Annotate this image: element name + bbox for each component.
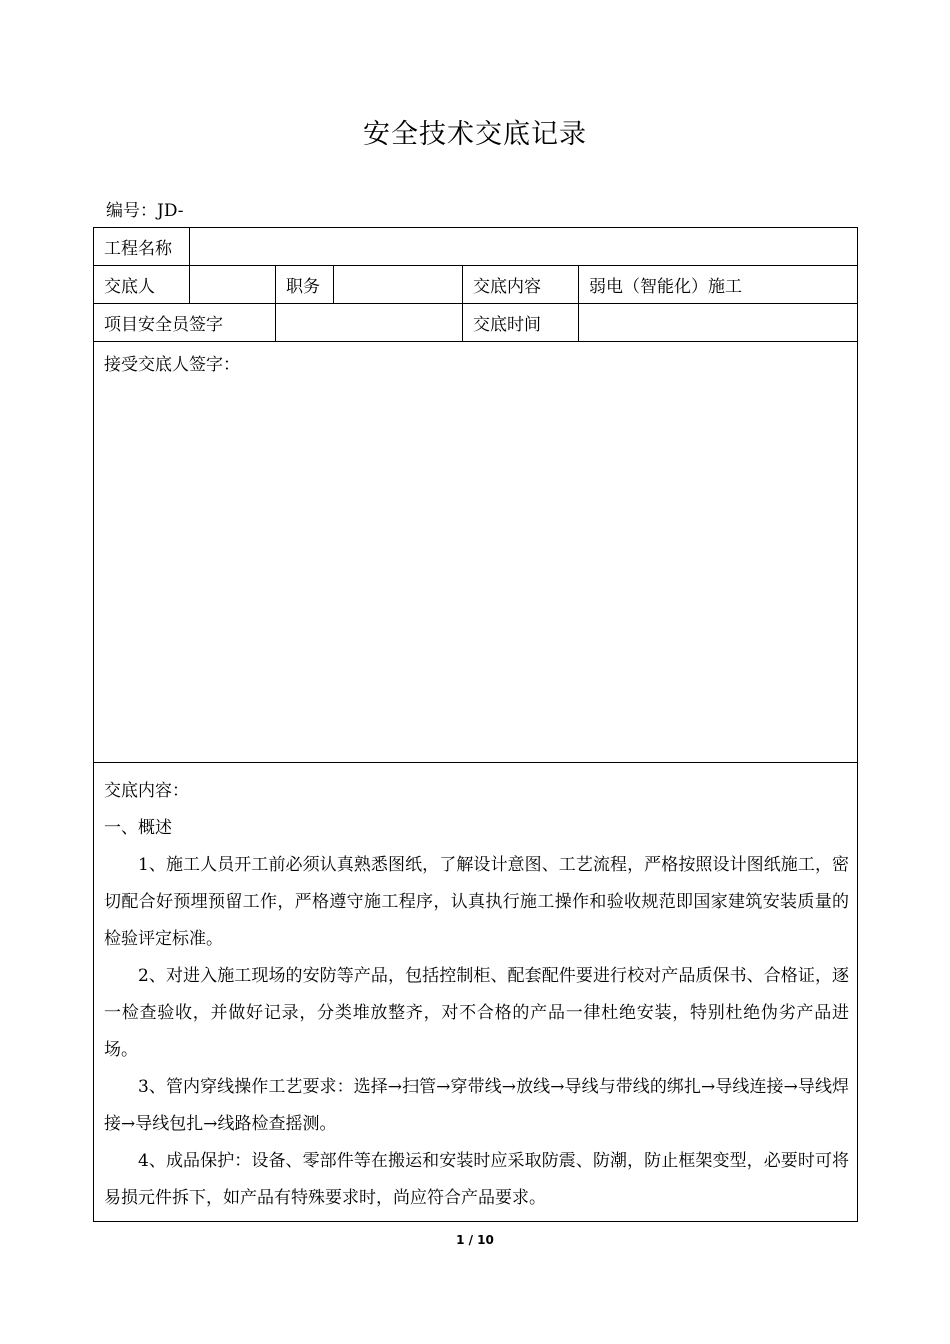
page-title: 安全技术交底记录 (363, 119, 587, 150)
content-item: 1、施工人员开工前必须认真熟悉图纸，了解设计意图、工艺流程，严格按照设计图纸施工，密切配合好预埋预留工作，严格遵守施工程序，认真执行施工操作和验收规范即国家建筑安装质量的检验评定标准。 (104, 855, 850, 949)
time-label: 交底时间 (463, 304, 579, 342)
content-heading: 交底内容： (104, 781, 189, 801)
section-heading: 一、概述 (104, 818, 172, 838)
project-name-label: 工程名称 (94, 228, 190, 266)
row-receiver-signature (94, 342, 858, 763)
row-project-name (94, 228, 858, 266)
content-value: 弱电（智能化）施工 (579, 266, 858, 304)
discloser-label: 交底人 (94, 266, 190, 304)
disclosure-table (93, 227, 858, 1222)
receiver-signature-area[interactable] (94, 342, 858, 763)
page-number: 1 / 10 (456, 1233, 494, 1247)
document-code: 编号：JD- (106, 201, 184, 221)
row-content (94, 763, 858, 1222)
time-field[interactable] (579, 304, 858, 342)
position-field[interactable] (334, 266, 463, 304)
row-safety-officer (94, 304, 858, 342)
content-label: 交底内容 (463, 266, 579, 304)
safety-officer-field[interactable] (276, 304, 463, 342)
row-discloser (94, 266, 858, 304)
position-label: 职务 (276, 266, 334, 304)
receiver-signature-label: 接受交底人签字： (104, 355, 240, 375)
safety-officer-label: 项目安全员签字 (94, 304, 276, 342)
discloser-field[interactable] (190, 266, 276, 304)
content-item: 2、对进入施工现场的安防等产品，包括控制柜、配套配件要进行校对产品质保书、合格证，逐一检查验收，并做好记录，分类堆放整齐，对不合格的产品一律杜绝安装，特别杜绝伪劣产品进场。 (104, 966, 850, 1060)
content-item: 3、管内穿线操作工艺要求：选择→扫管→穿带线→放线→导线与带线的绑扎→导线连接→导线焊接→导线包扎→线路检查摇测。 (104, 1077, 850, 1134)
content-item: 4、成品保护：设备、零部件等在搬运和安装时应采取防震、防潮，防止框架变型，必要时可将易损元件拆下，如产品有特殊要求时，尚应符合产品要求。 (104, 1151, 850, 1208)
content-body (94, 763, 858, 1222)
project-name-field[interactable] (190, 228, 858, 266)
